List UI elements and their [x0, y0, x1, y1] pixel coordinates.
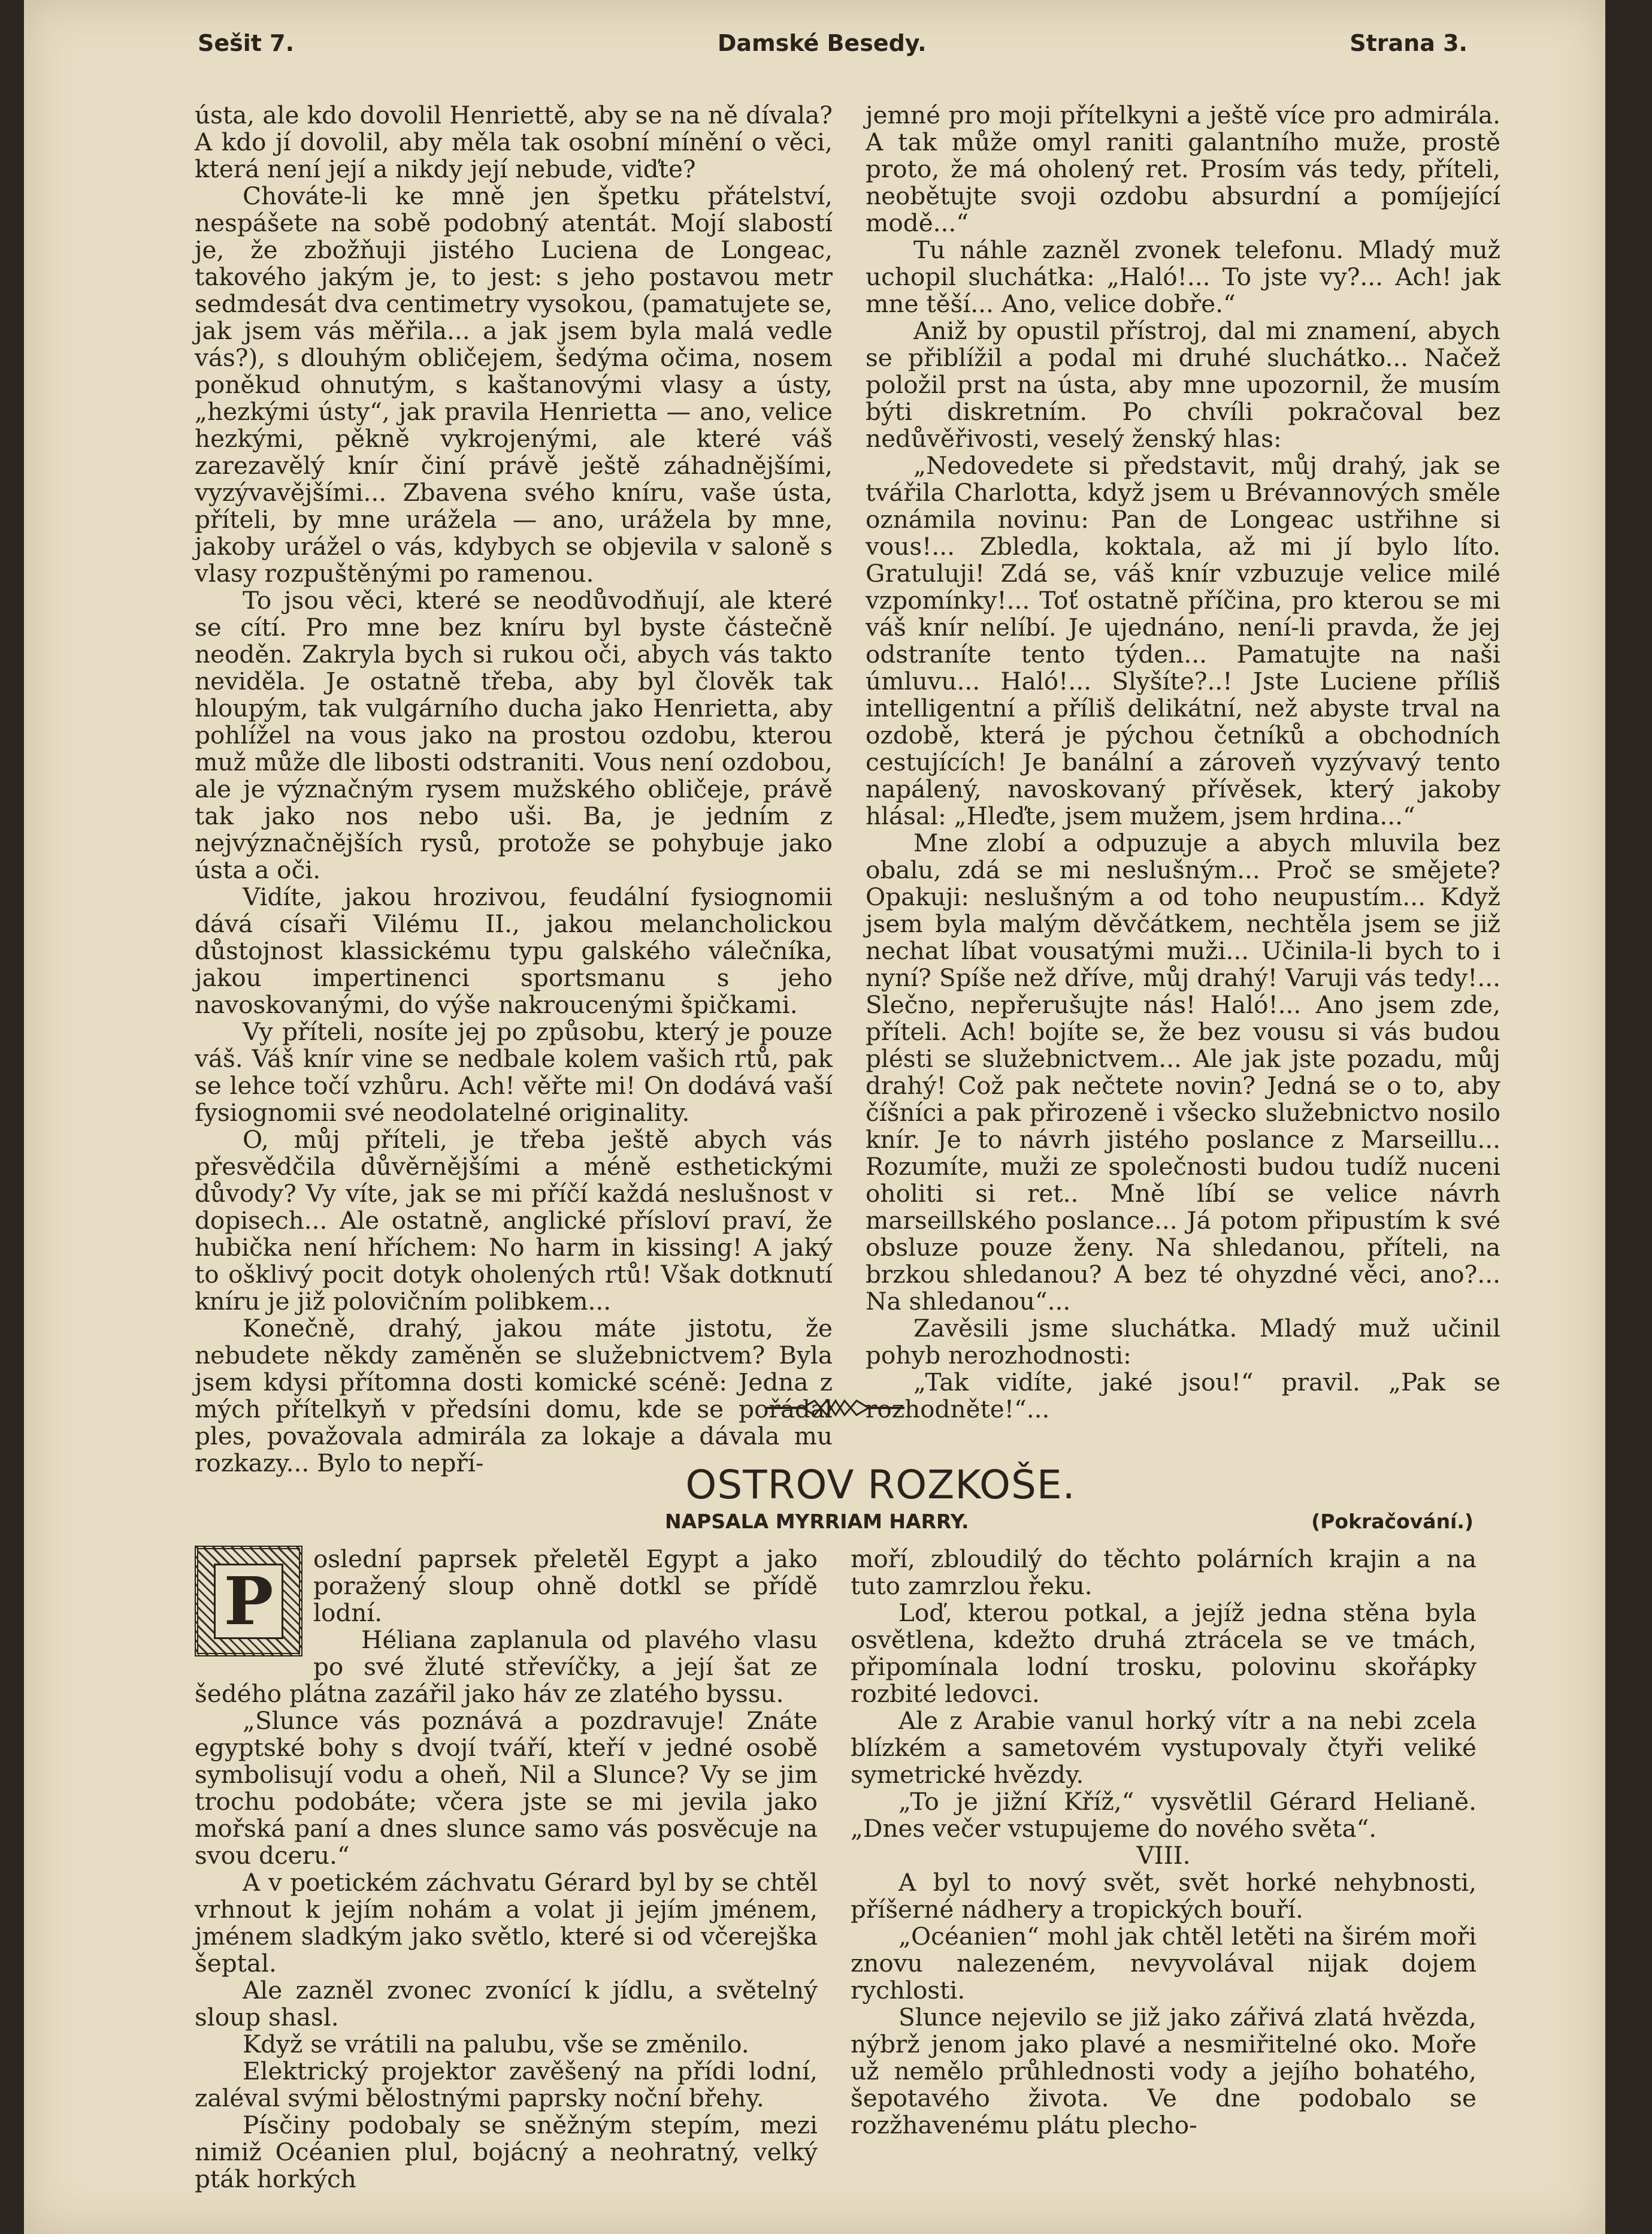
paragraph: ústa, ale kdo dovolil Henriettě, aby se na ně dívala? A kdo jí dovolil, aby měla tak osobní mínění o věci, která není její a nikdy její nebude, viďte?	[195, 101, 833, 183]
column-4	[851, 1546, 1476, 2139]
column-3	[195, 1546, 818, 2193]
issue-number: Sešit 7.	[198, 30, 295, 56]
paragraph: Konečně, drahý, jakou máte jistotu, že nebudete někdy zaměněn se služebnictvem? Byla jsem kdysi přítomna dosti komické scéně: Jedna z mých přítelkyň v předsíni domu, kde se pořádal ples, považovala admirála za lokaje a dávala mu rozkazy... Bylo to nepří-	[195, 1314, 833, 1477]
paragraph: Chováte-li ke mně jen špetku přátelství, nespášete na sobě podobný atentát. Mojí slabostí je, že zbožňuji jistého Luciena de Longeac, takového jakým je, to jest: s jeho postavou metr sedmdesát dva centimetry vysokou, (pamatujete se, jak jsem vás měřila... a jak jsem byla malá vedle vás?), s dlouhým obličejem, šedýma očima, nosem poněkud ohnutým, s kaštanovými vlasy a ústy, „hezkými ústy“, jak pravila Henrietta — ano, velice hezkými, pěkně vykrojenými, ale které váš zarezavělý knír činí právě ještě záhadnějšími, vyzývavějšími... Zbavena svého kníru, vaše ústa, příteli, by mne urážela — ano, urážela by mne, jakoby urážel o vás, kdybych se objevila v saloně s vlasy rozpuštěnými po ramenou.	[195, 182, 833, 588]
paragraph: Když se vrátili na palubu, vše se změnilo.	[243, 2030, 749, 2058]
paragraph: Vidíte, jakou hrozivou, feudální fysiognomii dává císaři Vilému II., jakou melancholickou důstojnost klassickému typu galského válečníka, jakou impertinenci sportsmanu s jeho navoskovanými, do výše nakroucenými špičkami.	[195, 882, 833, 1019]
paragraph: A byl to nový svět, svět horké nehybnosti, příšerné nádhery a tropických bouří.	[851, 1868, 1476, 1924]
paragraph: „Slunce vás poznává a pozdravuje! Znáte egyptské bohy s dvojí tváří, kteří v jedné osobě symbolisují vodu a oheň, Nil a Slunce? Vy se jim trochu podobáte; včera jste se mi jevila jako mořská paní a dnes slunce samo vás posvěcuje na svou dceru.“	[195, 1706, 818, 1870]
magazine-page	[24, 0, 1605, 2234]
paragraph: Ale zazněl zvonec zvonící k jídlu, a světelný sloup shasl.	[195, 1976, 818, 2032]
paragraph: Písčiny podobaly se sněžným stepím, mezi nimiž Océanien plul, bojácný a neohratný, velký pták horkých	[195, 2111, 818, 2193]
paragraph: jemné pro moji přítelkyni a ještě více pro admirála. A tak může omyl raniti galantního muže, prostě proto, že má oholený ret. Prosím vás tedy, příteli, neobětujte svoji ozdobu absurdní a pomíjející modě...“	[866, 101, 1500, 237]
column-2	[866, 102, 1500, 1423]
paragraph: „Océanien“ mohl jak chtěl letěti na širém moři znovu nalezeném, nevyvolával nijak dojem rychlosti.	[851, 1922, 1476, 2005]
ornamental-divider	[767, 1396, 904, 1420]
paragraph: Ale z Arabie vanul horký vítr a na nebi zcela blízkém a sametovém vystupovaly čtyři veliké symetrické hvězdy.	[851, 1706, 1476, 1789]
continued-note: (Pokračování.)	[1311, 1510, 1474, 1533]
paragraph: Slunce nejevilo se již jako zářivá zlatá hvězda, nýbrž jenom jako plavé a nesmiřitelné oko. Moře už nemělo průhlednosti vody a jejího bohatého, šepotavého života. Ve dne podobalo se rozžhavenému plátu plecho-	[851, 2003, 1476, 2139]
byline	[665, 1510, 1474, 1533]
page-number: Strana 3.	[1350, 30, 1468, 56]
paragraph: „To je jižní Kříž,“ vysvětlil Gérard Helianě. „Dnes večer vstupujeme do nového světa“.	[851, 1787, 1476, 1843]
magazine-title: Damské Besedy.	[717, 30, 927, 56]
paragraph: Héliana zaplanula od plavého vlasu po své žluté střevíčky, a její šat ze šedého plátna zazářil jako háv ze zlatého byssu.	[195, 1625, 818, 1708]
chapter-heading: VIII.	[1136, 1841, 1191, 1870]
paragraph: Vy příteli, nosíte jej po způsobu, který je pouze váš. Váš knír vine se nedbale kolem vašich rtů, pak se lehce točí vzhůru. Ach! věřte mi! On dodává vaší fysiognomii své neodolatelné originality.	[195, 1017, 833, 1127]
paragraph: oslední paprsek přeletěl Egypt a jako poražený sloup ohně dotkl se přídě lodní.	[313, 1544, 818, 1627]
decorative-initial	[195, 1546, 302, 1656]
column-1	[195, 102, 833, 1477]
paragraph: „Nedovedete si představit, můj drahý, jak se tvářila Charlotta, když jsem u Brévannových směle oznámila novinu: Pan de Longeac ustřihne si vous!... Zbledla, koktala, až mi jí bylo líto. Gratuluji! Zdá se, váš knír vzbuzuje velice milé vzpomínky!... Toť ostatně příčina, pro kterou se mi váš knír nelíbí. Je ujednáno, není-li pravda, že jej odstraníte tento týden... Pamatujte na naši úmluvu... Haló!... Slyšíte?..! Jste Luciene příliš intelligentní a příliš delikátní, než abyste trval na ozdobě, která je pýchou četníků a obchodních cestujících! Je banální a zároveň vyzývavý tento napálený, navoskovaný přívěsek, který jakoby hlásal: „Hleďte, jsem mužem, jsem hrdina...“	[866, 451, 1500, 830]
paragraph: A v poetickém záchvatu Gérard byl by se chtěl vrhnout k jejím nohám a volat ji jejím jménem, jménem sladkým jako světlo, které si od včerejška šeptal.	[195, 1868, 818, 1978]
initial-letter: P	[214, 1564, 283, 1639]
paragraph: To jsou věci, které se neodůvodňují, ale které se cítí. Pro mne bez kníru byl byste částečně neoděn. Zakryla bych si rukou oči, abych vás takto neviděla. Je ostatně třeba, aby byl člověk tak hloupým, tak vulgárního ducha jako Henrietta, aby pohlížel na vous jako na prostou ozdobu, kterou muž může dle libosti odstraniti. Vous není ozdobou, ale je význačným rysem mužského obličeje, právě tak jako nos nebo uši. Ba, je jedním z nejvýznačnějších rysů, protože se pohybuje jako ústa a oči.	[195, 586, 833, 884]
paragraph: Tu náhle zazněl zvonek telefonu. Mladý muž uchopil sluchátka: „Haló!... To jste vy?... Ach! jak mne těší... Ano, velice dobře.“	[866, 235, 1500, 318]
paragraph: moří, zbloudilý do těchto polárních krajin a na tuto zamrzlou řeku.	[851, 1544, 1476, 1600]
running-header	[198, 30, 1468, 56]
paragraph: Zavěsili jsme sluchátka. Mladý muž učinil pohyb nerozhodnosti:	[866, 1314, 1500, 1370]
story-title: OSTROV ROZKOŠE.	[685, 1462, 1076, 1508]
paragraph: Aniž by opustil přístroj, dal mi znamení, abych se přiblížil a podal mi druhé sluchátko... Načež položil prst na ústa, aby mne upozornil, že musím býti diskretním. Po chvíli pokračoval bez nedůvěřivosti, veselý ženský hlas:	[866, 316, 1500, 453]
paragraph: Elektrický projektor zavěšený na přídi lodní, zaléval svými bělostnými paprsky noční břehy.	[195, 2057, 818, 2112]
paragraph: Mne zlobí a odpuzuje a abych mluvila bez obalu, zdá se mi neslušným... Proč se smějete? Opakuji: neslušným a od toho neupustím... Když jsem byla malým děvčátkem, nechtěla jsem se již nechat líbat vousatými muži... Učinila-li bych to i nyní? Spíše než dříve, můj drahý! Varuji vás tedy!... Slečno, nepřerušujte nás! Haló!... Ano jsem zde, příteli. Ach! bojíte se, že bez vousu si vás budou plésti se služebnictvem... Ale jak jste pozadu, můj drahý! Což pak nečtete novin? Jedná se o to, aby číšníci a pak přirozeně i všecko služebnictvo nosilo knír. Je to návrh jistého poslance z Marseillu... Rozumíte, muži ze společnosti budou tudíž nuceni oholiti si ret.. Mně líbí se velice návrh marseillského poslance... Já potom připustím k své obsluze pouze ženy. Na shledanou, příteli, na brzkou shledanou? A bez té ohyzdné věci, ano?... Na shledanou“...	[866, 829, 1500, 1316]
paragraph: „Tak vidíte, jaké jsou!“ pravil. „Pak se rozhodněte!“...	[866, 1368, 1500, 1423]
paragraph: O, můj příteli, je třeba ještě abych vás přesvědčila důvěrnějšími a méně esthetickými důvody? Vy víte, jak se mi příčí každá neslušnost v dopisech... Ale ostatně, anglické přísloví praví, že hubička není hříchem: No harm in kissing! A jaký to ošklivý pocit dotyk oholených rtů! Však dotknutí kníru je již polovičním polibkem...	[195, 1125, 833, 1316]
author-line: NAPSALA MYRRIAM HARRY.	[665, 1510, 969, 1533]
paragraph: Loď, kterou potkal, a jejíž jedna stěna byla osvětlena, kdežto druhá ztrácela se ve tmách, připomínala lodní trosku, polovinu skořápky rozbité ledovci.	[851, 1598, 1476, 1708]
